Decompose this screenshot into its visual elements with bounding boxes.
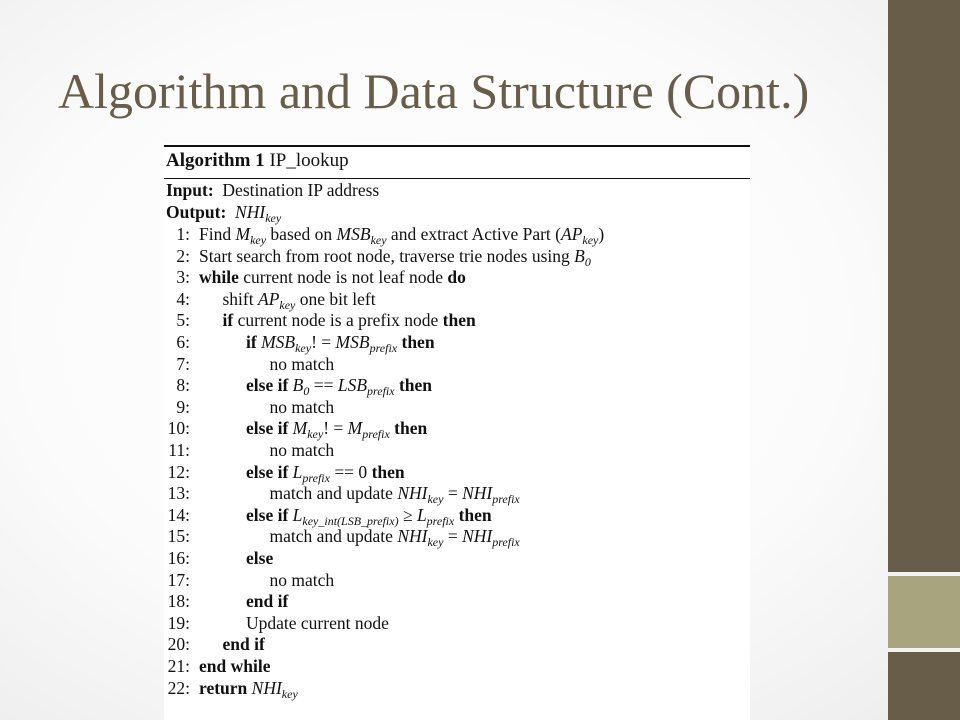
- line-content: [270, 354, 335, 376]
- text-fragment: Find: [199, 224, 236, 244]
- text-fragment: match and update: [269, 526, 398, 547]
- line-content: [246, 613, 389, 635]
- keyword: then: [401, 332, 435, 352]
- math-variable: $B_0$: [292, 375, 310, 399]
- line-number: 15:: [167, 526, 190, 547]
- line-number: 10:: [167, 418, 190, 439]
- line-number: 3:: [176, 267, 190, 288]
- math-variable: $B_0$: [574, 245, 591, 269]
- line-number: 2:: [176, 245, 190, 266]
- math-variable: $M_{prefix}$: [347, 418, 390, 442]
- math-variable: $AP_{key}$: [561, 224, 599, 247]
- top-rule: [164, 145, 750, 147]
- algorithm-name: IP_lookup: [269, 150, 349, 171]
- line-content: [223, 634, 265, 656]
- line-content: [270, 483, 520, 505]
- text-fragment: [288, 375, 292, 395]
- line-content: [270, 440, 335, 462]
- keyword: else: [246, 548, 274, 568]
- keyword: end while: [199, 656, 271, 676]
- algorithm-figure: [164, 143, 750, 720]
- line-number: 8:: [176, 375, 190, 396]
- line-number: 1:: [176, 224, 190, 244]
- keyword: do: [447, 267, 466, 288]
- text-fragment: and extract Active Part (: [386, 224, 561, 244]
- line-content: [246, 332, 435, 354]
- math-variable: $L_{prefix}$: [292, 461, 330, 485]
- line-number: 9:: [176, 396, 190, 417]
- text-fragment: ==: [309, 375, 338, 396]
- keyword: end if: [222, 634, 265, 655]
- text-fragment: no match: [269, 440, 335, 460]
- keyword: then: [458, 504, 492, 525]
- text-fragment: =: [443, 483, 463, 504]
- math-variable: $NHI_{key}$: [251, 677, 298, 701]
- math-variable: $M_{key}$: [292, 418, 324, 442]
- math-variable: $L_{prefix}$: [416, 504, 455, 528]
- text-fragment: based on: [266, 224, 337, 244]
- line-number: 11:: [168, 440, 190, 460]
- text-fragment: ≥: [398, 504, 417, 525]
- line-content: [223, 310, 476, 332]
- line-content: [199, 224, 604, 246]
- sidebar-accent-block: [888, 576, 960, 648]
- keyword: return: [199, 677, 248, 698]
- text-fragment: [288, 418, 292, 438]
- text-fragment: == 0: [329, 461, 372, 482]
- line-content: [270, 570, 335, 592]
- line-number: 21:: [167, 656, 190, 676]
- output-label: Output:: [166, 202, 227, 222]
- output-value: [235, 202, 282, 225]
- line-content: [270, 397, 335, 419]
- line-number: 18:: [167, 591, 190, 612]
- math-variable: $AP_{key}$: [258, 288, 296, 312]
- line-number: 12:: [167, 461, 190, 482]
- line-number: 14:: [167, 504, 190, 525]
- line-number: 4:: [176, 288, 190, 309]
- math-variable: $MSB_{prefix}$: [335, 332, 398, 355]
- math-variable: $NHI_{prefix}$: [462, 526, 520, 550]
- text-fragment: Update current node: [246, 612, 389, 633]
- text-fragment: current node is a prefix node: [233, 310, 443, 331]
- line-content: [246, 462, 405, 484]
- text-fragment: no match: [269, 569, 335, 590]
- line-number: 5:: [176, 310, 190, 331]
- math-variable: $NHI_{key}$: [397, 483, 444, 507]
- text-fragment: [288, 462, 292, 482]
- keyword: while: [199, 267, 239, 288]
- math-variable: $L_{key\_int(LSB\_prefix)}$: [292, 504, 399, 528]
- keyword: if: [246, 332, 257, 352]
- line-number: 6:: [176, 332, 190, 352]
- math-variable: $M_{key}$: [235, 224, 267, 247]
- line-number: 7:: [176, 353, 190, 374]
- keyword: else if: [246, 375, 289, 396]
- text-fragment: ! =: [323, 418, 348, 439]
- text-fragment: match and update: [269, 483, 398, 504]
- line-content: [246, 548, 273, 570]
- line-number: 17:: [167, 569, 190, 590]
- algorithm-number: Algorithm 1: [166, 150, 265, 171]
- line-content: [246, 418, 427, 440]
- math-variable: $NHI_{prefix}$: [462, 483, 520, 507]
- line-content: [199, 656, 270, 678]
- math-variable: $LSB_{prefix}$: [337, 375, 395, 399]
- math-variable: $MSB_{key}$: [336, 224, 387, 247]
- math-variable: $NHI_{key}$: [235, 202, 282, 225]
- keyword: else if: [246, 418, 289, 439]
- algorithm-caption: [166, 150, 349, 172]
- text-fragment: ! =: [311, 332, 336, 352]
- input-label: Input:: [166, 180, 214, 200]
- text-fragment: Start search from root node, traverse trie nodes using: [199, 245, 575, 266]
- input-text: Destination IP address: [222, 180, 380, 200]
- line-content: [246, 505, 492, 527]
- line-number: 16:: [167, 548, 190, 568]
- line-content: [199, 678, 298, 700]
- keyword: then: [398, 375, 433, 396]
- keyword: if: [222, 310, 234, 331]
- line-content: [270, 526, 520, 548]
- line-content: [246, 375, 432, 397]
- text-fragment: [288, 505, 292, 525]
- keyword: else if: [246, 504, 289, 525]
- line-number: 22:: [167, 677, 190, 698]
- text-fragment: [247, 678, 251, 698]
- line-content: [246, 591, 288, 613]
- line-content: [199, 267, 466, 289]
- text-fragment: no match: [269, 396, 335, 417]
- keyword: else if: [246, 461, 289, 482]
- line-number: 20:: [167, 634, 190, 655]
- text-fragment: current node is not leaf node: [238, 267, 448, 288]
- line-number: 19:: [167, 612, 190, 633]
- slide-title: Algorithm and Data Structure (Cont.): [58, 63, 810, 119]
- sidebar-divider: [888, 648, 960, 652]
- keyword: then: [371, 461, 405, 482]
- text-fragment: no match: [269, 353, 335, 374]
- text-fragment: ): [598, 224, 605, 244]
- line-content: [199, 246, 591, 268]
- text-fragment: =: [443, 526, 463, 547]
- keyword: then: [394, 418, 428, 439]
- caption-rule: [164, 178, 750, 179]
- text-fragment: one bit left: [295, 288, 376, 309]
- keyword: end if: [246, 591, 289, 612]
- text-fragment: shift: [222, 288, 258, 309]
- math-variable: $MSB_{key}$: [261, 332, 312, 355]
- keyword: then: [442, 310, 476, 331]
- line-content: [223, 289, 376, 311]
- line-number: 13:: [167, 483, 190, 504]
- decorative-sidebar: [888, 0, 960, 720]
- math-variable: $NHI_{key}$: [397, 526, 444, 550]
